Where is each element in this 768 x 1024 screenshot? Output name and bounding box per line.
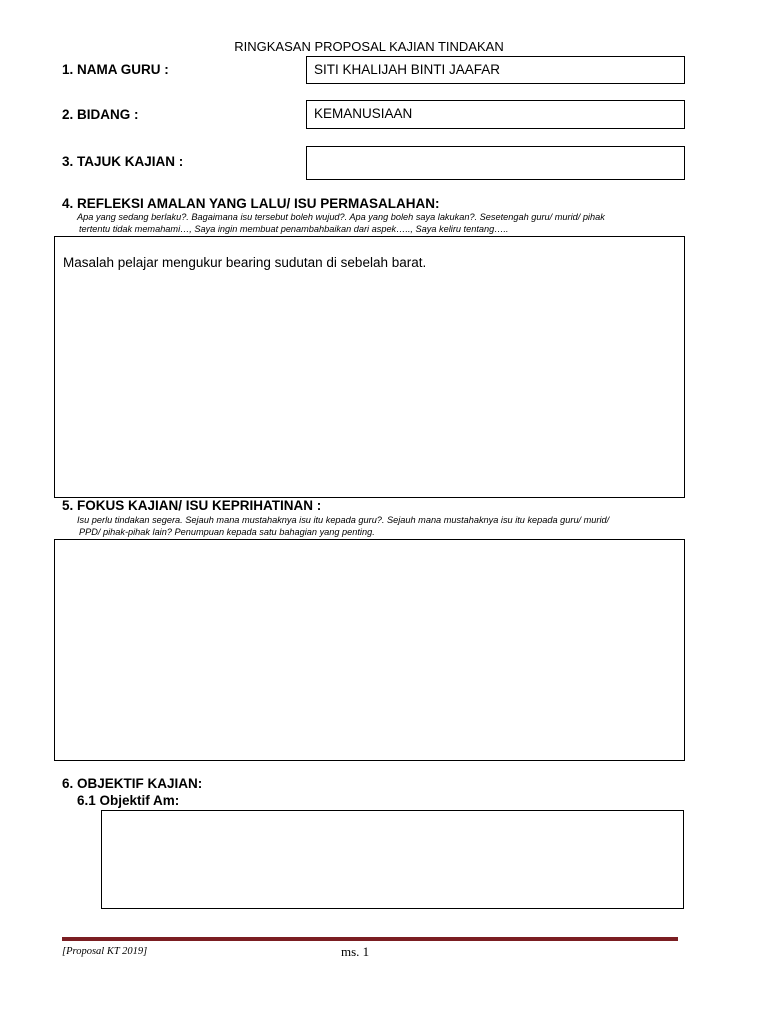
nama-guru-value: SITI KHALIJAH BINTI JAAFAR xyxy=(314,62,501,77)
tajuk-kajian-field[interactable] xyxy=(306,146,685,180)
nama-guru-label: 1. NAMA GURU : xyxy=(62,62,169,77)
section5-hint-2: PPD/ pihak-pihak lain? Penumpuan kepada satu bahagian yang penting. xyxy=(79,527,375,537)
section5-heading: 5. FOKUS KAJIAN/ ISU KEPRIHATINAN : xyxy=(62,498,322,513)
document-title: RINGKASAN PROPOSAL KAJIAN TINDAKAN xyxy=(234,39,504,54)
bidang-value: KEMANUSIAAN xyxy=(314,106,413,121)
section6-heading: 6. OBJEKTIF KAJIAN: xyxy=(62,776,203,791)
section4-content: Masalah pelajar mengukur bearing sudutan di sebelah barat. xyxy=(63,255,427,270)
tajuk-kajian-label: 3. TAJUK KAJIAN : xyxy=(62,154,184,169)
footer-rule xyxy=(62,937,678,941)
section6-subheading: 6.1 Objektif Am: xyxy=(77,793,180,808)
section4-hint-1: Apa yang sedang berlaku?. Bagaimana isu tersebut boleh wujud?. Apa yang boleh saya lakukan?. Sesetengah guru/ murid/ pihak xyxy=(77,212,605,222)
tajuk-kajian-value xyxy=(307,147,684,152)
bidang-label: 2. BIDANG : xyxy=(62,107,139,122)
section4-hint-2: tertentu tidak memahami…, Saya ingin membuat penambahbaikan dari aspek….., Saya keliru tentang….. xyxy=(79,224,509,234)
section5-hint-1: Isu perlu tindakan segera. Sejauh mana mustahaknya isu itu kepada guru?. Sejauh mana mustahaknya isu itu kepada guru/ murid/ xyxy=(77,515,610,525)
bidang-field[interactable] xyxy=(306,100,685,129)
nama-guru-field[interactable] xyxy=(306,56,685,84)
page-number: ms. 1 xyxy=(341,944,370,959)
section4-heading: 4. REFLEKSI AMALAN YANG LALU/ ISU PERMASALAHAN: xyxy=(62,196,440,211)
objektif-am-textarea[interactable] xyxy=(101,810,684,909)
section5-textarea[interactable] xyxy=(54,539,685,761)
footer-document-label: [Proposal KT 2019] xyxy=(62,946,148,957)
section4-textarea[interactable] xyxy=(54,236,685,498)
